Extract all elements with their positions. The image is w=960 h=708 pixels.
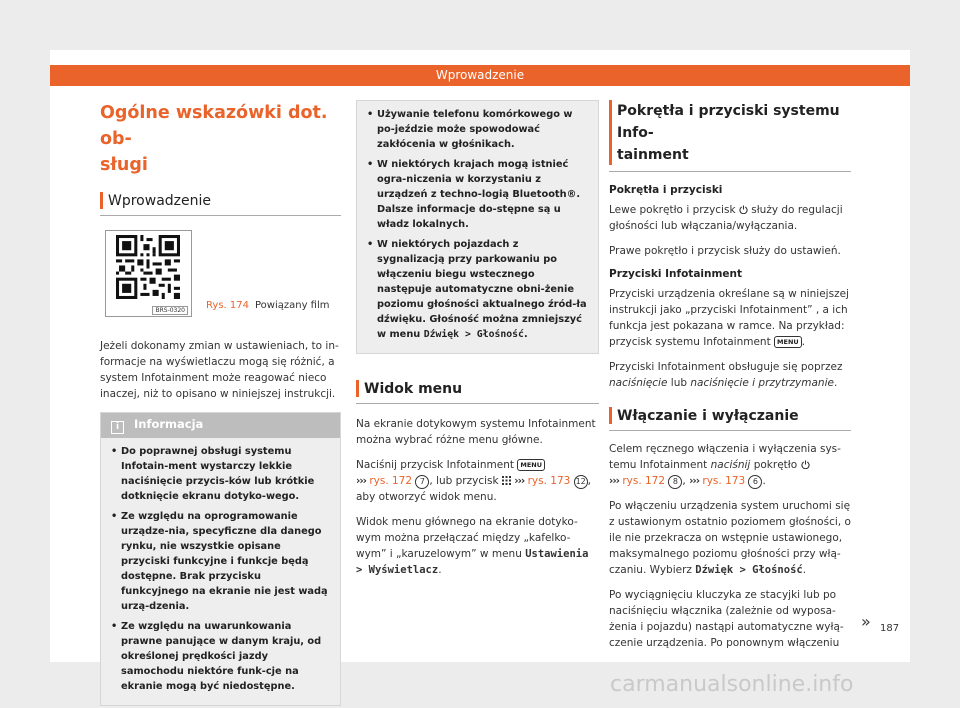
- paragraph: Lewe pokrętło i przycisk służy do regulacji głośności lub włączania/wyłączania.: [609, 204, 843, 232]
- paragraph: Po włączeniu urządzenia system uruchomi się z ustawionym ostatnio poziomem głośności, o ile nie przekracza on wstępnie ustawionego, maksymalnego poziomu głośności przy włą-czaniu. Wybierz Dźwięk > Głośność.: [609, 500, 851, 576]
- info-box-header: i Informacja: [101, 413, 340, 438]
- ref-arrows: ›››: [609, 475, 619, 487]
- callout-number: 8: [668, 475, 682, 489]
- menu-button-icon: MENU: [774, 336, 802, 348]
- paragraph: Prawe pokrętło i przycisk służy do ustawień.: [609, 245, 841, 257]
- video-figure: [100, 230, 341, 320]
- qr-code-icon: [116, 235, 180, 299]
- watermark: carmanualsonline.info: [610, 672, 854, 697]
- callout-number: 6: [748, 475, 762, 489]
- grid-icon: [502, 476, 511, 485]
- figure-link[interactable]: rys. 173: [527, 475, 571, 487]
- continue-arrow: »: [861, 612, 871, 631]
- figure-link[interactable]: rys. 172: [622, 475, 666, 487]
- paragraph: Przyciski urządzenia określane są w niniejszej instrukcji jako „przyciski Infotainment” , a ich funkcja jest pokazana w ramce. Na przykład: przycisk systemu Infotainment MENU .: [609, 288, 849, 348]
- notes-box: [356, 100, 599, 354]
- ref-arrows: ›››: [356, 475, 366, 487]
- list-item: • W niektórych pojazdach z sygnalizacją przy parkowaniu po włączeniu biegu wstecznego następuje automatyczne obni-żenie poziomu głośności aktualnego źród-ła dźwięku. Głośność można zmniejszyć w menu Dźwięk > Głośność.: [367, 237, 588, 342]
- column-1: [100, 100, 341, 706]
- column-2: [356, 100, 599, 587]
- power-icon: [801, 460, 810, 469]
- section-heading: Pokrętła i przyciski systemu Info- tainment: [609, 100, 851, 172]
- subheading: Pokrętła i przyciski: [609, 184, 723, 196]
- qr-code[interactable]: [105, 230, 192, 317]
- subheading: Przyciski Infotainment: [609, 268, 743, 280]
- menu-path: Dźwięk > Głośność: [695, 564, 803, 576]
- info-icon: i: [111, 421, 124, 434]
- list-item: • Ze względu na uwarunkowania prawne panujące w danym kraju, od określonej prędkości jazdy samochodu niektóre funk-cje na ekranie mogą być niedostępne.: [111, 619, 330, 694]
- figure-link[interactable]: rys. 172: [369, 475, 413, 487]
- callout-number: 12: [574, 475, 588, 489]
- qr-tag: BRS-0320: [152, 306, 188, 315]
- list-item: • Do poprawnej obsługi systemu Infotain-ment wystarczy lekkie naciśnięcie przycis-ków lub krótkie dotknięcie ekranu dotyko-wego.: [111, 444, 330, 504]
- list-item: • W niektórych krajach mogą istnieć ogra-niczenia w korzystaniu z urządzeń z techno-logią Bluetooth®. Dalsze informacje do-stępne są u władz lokalnych.: [367, 157, 588, 232]
- section-header-bar: Wprowadzenie: [50, 65, 910, 86]
- paragraph: Naciśnij przycisk Infotainment MENU ››› rys. 172 7 , lub przycisk ››› rys. 173 12 , aby otworzyć widok menu.: [356, 459, 592, 503]
- list-item: • Używanie telefonu komórkowego w po-jeździe może spowodować zakłócenia w głośnikach.: [367, 107, 588, 152]
- callout-number: 7: [415, 475, 429, 489]
- paragraph: Na ekranie dotykowym systemu Infotainment można wybrać różne menu główne.: [356, 418, 596, 446]
- column-3: [609, 100, 851, 660]
- figure-link[interactable]: rys. 173: [702, 475, 746, 487]
- notes-list: [357, 101, 598, 353]
- menu-path: Ustawienia > Wyświetlacz: [356, 548, 589, 576]
- figure-ref: Rys. 174: [206, 300, 249, 311]
- paragraph: Widok menu głównego na ekranie dotyko-wym można przełączać między „kafelko-wym” i „karuzelowym” w menu Ustawienia > Wyświetlacz.: [356, 516, 589, 576]
- paragraph: Przyciski Infotainment obsługuje się poprzez naciśnięcie lub naciśnięcie i przytrzymanie.: [609, 361, 843, 389]
- paragraph: Po wyciągnięciu kluczyka ze stacyjki lub po naciśnięciu włącznika (zależnie od wyposa-żenia i pojazdu) nastąpi automatyczne wyłą-czenie urządzenia. Po ponownym włączeniu: [609, 589, 844, 649]
- ref-arrows: ›››: [514, 475, 525, 487]
- intro-paragraph: Jeżeli dokonamy zmian w ustawieniach, to in-formacje na wyświetlaczu mogą się różnić, a system Infotainment może reagować nieco inaczej, niż to opisano w niniejszej instrukcji.: [100, 340, 339, 400]
- page-number: 187: [880, 623, 900, 634]
- power-icon: [739, 205, 748, 214]
- page-title: Ogólne wskazówki dot. ob- sługi: [100, 103, 328, 175]
- figure-caption: Rys. 174 Powiązany film: [206, 300, 330, 311]
- menu-path: Dźwięk > Głośność: [423, 329, 524, 340]
- paragraph: Celem ręcznego włączenia i wyłączenia sys-temu Infotainment naciśnij pokrętło ››› rys. 172 8 , ››› rys. 173 6 .: [609, 443, 841, 487]
- subheading: Wprowadzenie: [100, 192, 341, 216]
- section-heading: Widok menu: [356, 380, 599, 404]
- section-heading: Włączanie i wyłączanie: [609, 407, 851, 431]
- list-item: • Ze względu na oprogramowanie urządze-nia, specyficzne dla danego rynku, nie wszystkie opisane przyciski funkcyjne i funkcje będą dostępne. Brak przycisku funkcyjnego na ekranie nie jest wadą urzą-dzenia.: [111, 509, 330, 614]
- info-list: [101, 438, 340, 705]
- menu-button-icon: MENU: [517, 459, 545, 471]
- ref-arrows: ›››: [689, 475, 700, 487]
- info-box: [100, 412, 341, 706]
